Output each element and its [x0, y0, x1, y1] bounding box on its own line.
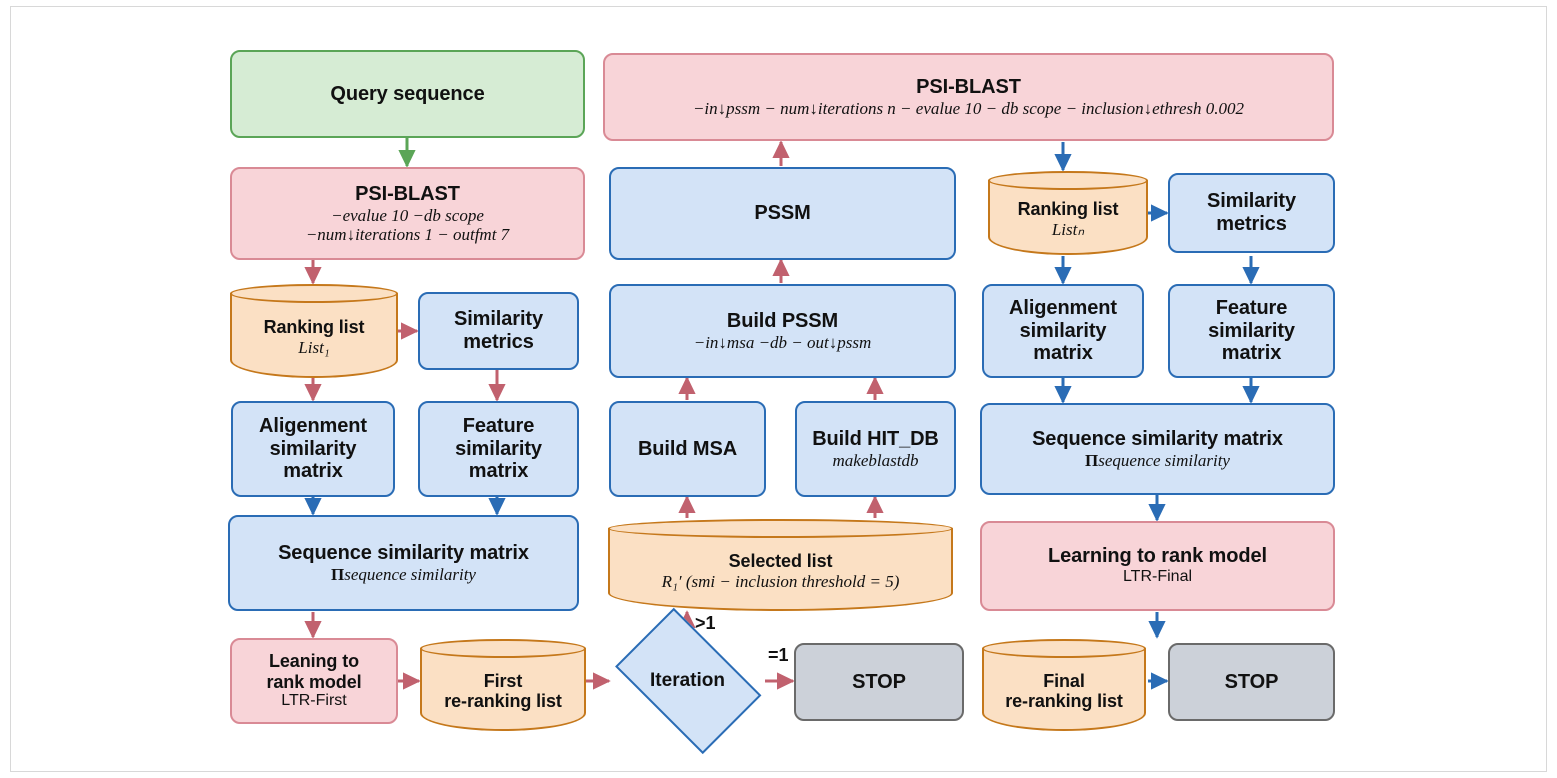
node-line-1: Final [1043, 670, 1085, 691]
node-first-reranking-list[interactable] [420, 639, 586, 731]
node-line-3: matrix [1033, 342, 1093, 365]
node-title: Build MSA [637, 437, 738, 460]
node-line-2: similarity [1019, 319, 1107, 342]
node-line-1: Aligenment [259, 414, 367, 437]
node-param-line-2: −num↓iterations 1 − outfmt 7 [305, 224, 510, 244]
node-line-2: similarity [1208, 319, 1295, 342]
node-line-2: similarity [455, 437, 542, 460]
node-pssm[interactable] [609, 167, 956, 260]
node-label: STOP [852, 670, 906, 693]
node-stop-right[interactable] [1168, 643, 1335, 721]
node-title: Sequence similarity matrix [1032, 427, 1283, 450]
node-build-hit-db[interactable] [795, 401, 956, 497]
node-title: PSI-BLAST [355, 182, 460, 205]
node-param-line-1: −evalue 10 −db scope [331, 205, 484, 225]
node-alignment-similarity-matrix-right[interactable] [982, 284, 1144, 378]
node-line-1: Similarity [1206, 190, 1297, 213]
node-subtitle [1085, 451, 1230, 470]
node-label: Iteration [650, 670, 725, 691]
node-title: Query sequence [330, 82, 485, 105]
node-build-msa[interactable] [609, 401, 766, 497]
node-subtitle: LTR-First [281, 692, 347, 710]
node-psiblast-top[interactable] [603, 53, 1334, 141]
node-ltr-first[interactable] [230, 638, 398, 724]
pi-subscript: sequence similarity [1098, 450, 1230, 470]
node-line-1: Aligenment [1009, 296, 1117, 319]
node-similarity-metrics-left[interactable] [418, 292, 579, 370]
node-line-3: matrix [468, 460, 529, 483]
node-line-1: First [483, 670, 523, 691]
pi-subscript: sequence similarity [344, 564, 476, 584]
node-subtitle: R₁′ (smi − inclusion threshold = 5) [661, 571, 900, 591]
pi-symbol: Π [1085, 450, 1099, 470]
node-line-3: matrix [1221, 342, 1282, 365]
node-param-line: −in↓pssm − num↓iterations n − evalue 10 − db scope − inclusion↓ethresh 0.002 [692, 98, 1245, 118]
node-line-1: Similarity [453, 308, 544, 331]
node-title: PSSM [754, 202, 811, 225]
node-line-2: similarity [269, 437, 357, 460]
node-title: Sequence similarity matrix [278, 541, 529, 564]
node-title: Selected list [728, 551, 833, 572]
node-title: Build HIT_DB [812, 427, 939, 450]
node-subtitle: −in↓msa −db − out↓pssm [693, 332, 872, 352]
node-title: Learning to rank model [1048, 545, 1267, 568]
node-feature-similarity-matrix-right[interactable] [1168, 284, 1335, 378]
node-subtitle [331, 565, 476, 584]
node-title: Build PSSM [726, 309, 839, 332]
node-line-2: re-ranking list [1005, 691, 1123, 711]
node-subtitle: makeblastdb [832, 450, 919, 470]
node-final-reranking-list[interactable] [982, 639, 1146, 731]
node-subtitle: Listₙ [1051, 219, 1085, 239]
node-title: PSI-BLAST [916, 75, 1021, 98]
node-similarity-metrics-right[interactable] [1168, 173, 1335, 253]
node-line-1: Feature [1215, 296, 1288, 319]
node-alignment-similarity-matrix-left[interactable] [231, 401, 395, 497]
node-psiblast-first[interactable] [230, 167, 585, 260]
node-line-2: metrics [1216, 213, 1287, 235]
edge-label-greater-than-one: >1 [695, 613, 716, 633]
node-subtitle: List₁ [298, 337, 330, 357]
edge-label-equals-one: =1 [768, 645, 789, 665]
node-line-3: matrix [283, 460, 343, 483]
node-build-pssm[interactable] [609, 284, 956, 378]
node-feature-similarity-matrix-left[interactable] [418, 401, 579, 497]
node-line-2: rank model [266, 671, 362, 692]
pi-symbol: Π [331, 564, 345, 584]
node-sequence-similarity-matrix-right[interactable] [980, 403, 1335, 495]
node-title: Ranking list [1017, 199, 1119, 220]
node-line-1: Leaning to [269, 651, 359, 672]
node-line-2: metrics [463, 331, 534, 353]
node-selected-list[interactable] [608, 519, 953, 611]
node-stop-left[interactable] [794, 643, 964, 721]
node-ranking-list-1[interactable] [230, 284, 398, 378]
node-ranking-list-n[interactable] [988, 171, 1148, 255]
node-line-2: re-ranking list [444, 691, 562, 711]
node-line-1: Feature [462, 414, 535, 437]
node-ltr-final[interactable] [980, 521, 1335, 611]
node-iteration-decision[interactable] [600, 622, 775, 740]
node-label: STOP [1224, 670, 1279, 693]
node-title: Ranking list [263, 317, 365, 338]
node-query-sequence[interactable] [230, 50, 585, 138]
node-sequence-similarity-matrix-left[interactable] [228, 515, 579, 611]
node-subtitle: LTR-Final [1122, 568, 1193, 586]
